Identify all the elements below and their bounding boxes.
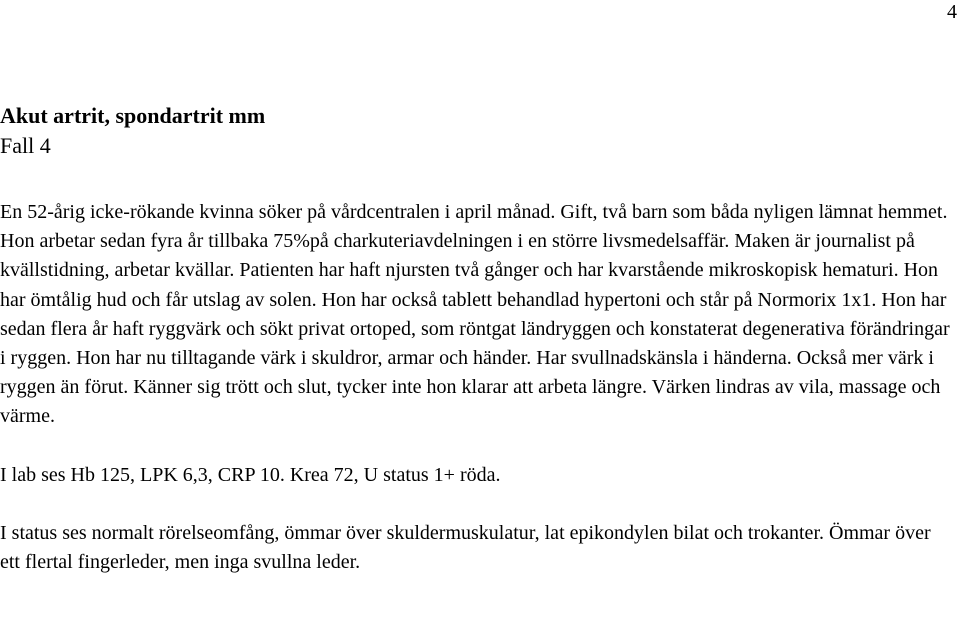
page-number: 4 xyxy=(947,1,957,23)
lab-results-paragraph: I lab ses Hb 125, LPK 6,3, CRP 10. Krea 72, U status 1+ röda. xyxy=(0,463,501,486)
document-body xyxy=(0,102,955,577)
case-history-paragraph: En 52-årig icke-rökande kvinna söker på vårdcentralen i april månad. Gift, två barn som båda nyligen lämnat hemmet. Hon arbetar sedan fyra år tillbaka 75%på charkuteriavdelningen i en större livsmedelsaffär. Maken är journalist på kvällstidning, arbetar kvällar. Patienten har haft njursten två gånger och har kvarstående mikroskopisk hematuri. Hon har ömtålig hud och får utslag av solen. Hon har också tablett behandlad hypertoni och står på Normorix 1x1. Hon har sedan flera år haft ryggvärk och sökt privat ortoped, som röntgat ländryggen och konstaterat degenerativa förändringar i ryggen. Hon har nu tilltagande värk i skuldror, armar och händer. Har svullnadskänsla i händerna. Också mer värk i ryggen än förut. Känner sig trött och slut, tycker inte hon klarar att arbeta längre. Värken lindras av vila, massage och värme. xyxy=(0,201,950,428)
status-findings-paragraph: I status ses normalt rörelseomfång, ömmar över skuldermuskulatur, lat epikondylen bilat och trokanter. Ömmar över ett flertal fingerleder, men inga svullna leder. xyxy=(0,521,931,574)
document-title: Akut artrit, spondartrit mm xyxy=(0,103,266,128)
case-label: Fall 4 xyxy=(0,133,51,158)
